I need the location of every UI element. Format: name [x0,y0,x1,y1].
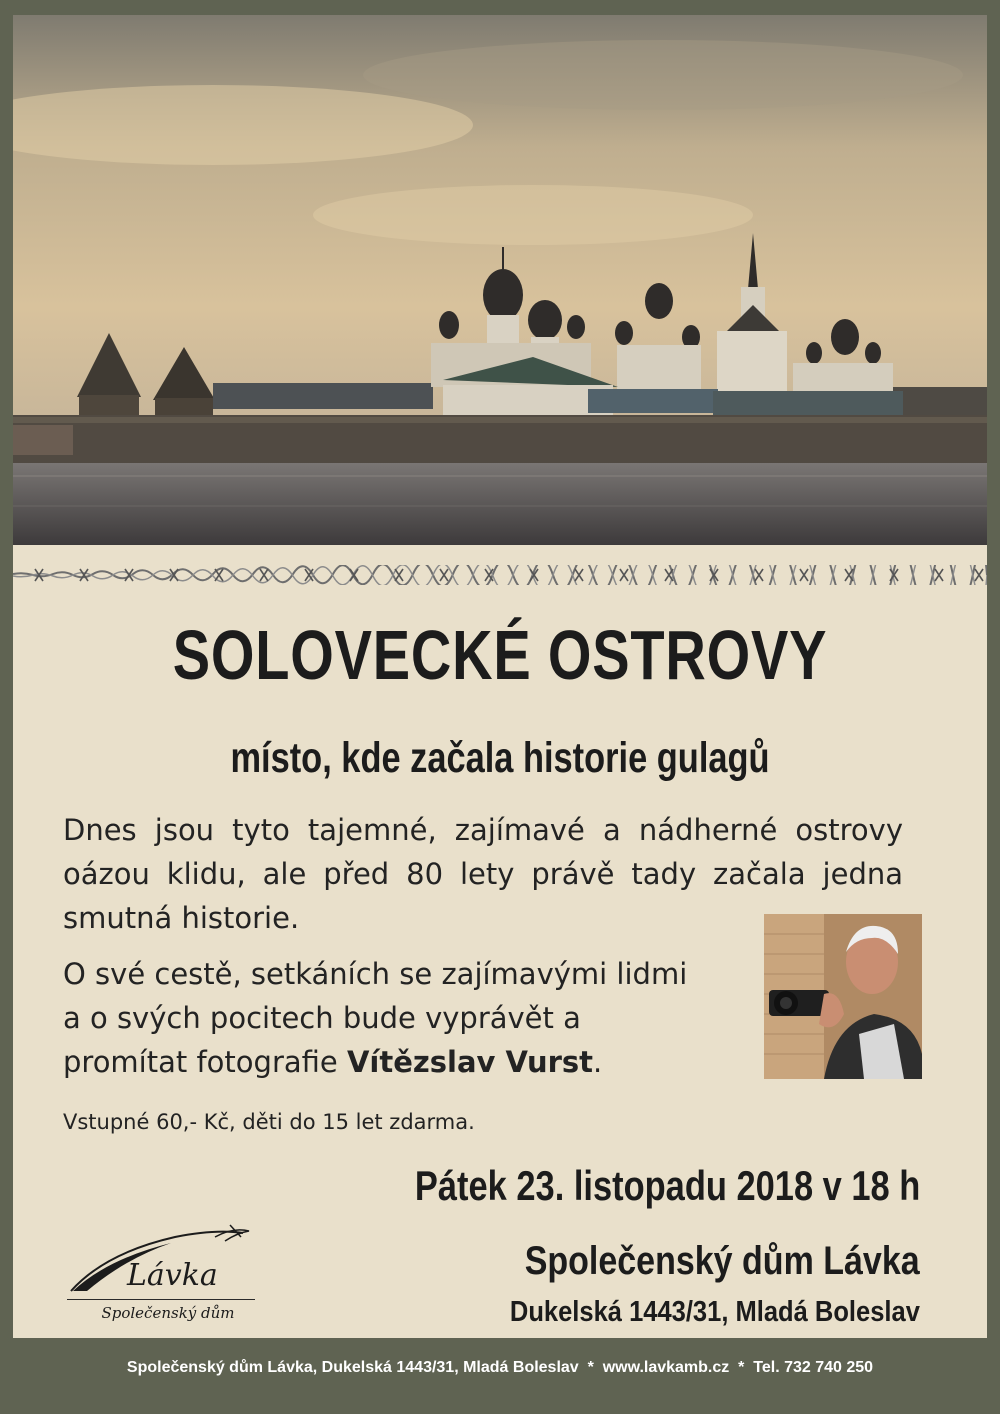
speaker-name: Vítězslav Vurst [346,1045,594,1079]
story-end: . [593,1045,603,1079]
venue-name: Společenský dům Lávka [525,1239,920,1283]
logo-divider [67,1299,255,1300]
venue-address: Dukelská 1443/31, Mladá Boleslav [510,1296,920,1328]
logo-name: Lávka [127,1258,218,1293]
story-text: O své cestě, setkáních se zajímavými lidmi a o svých pocitech bude vyprávět a promítat fotografie [63,957,688,1079]
admission-price: Vstupné 60,- Kč, děti do 15 let zdarma. [63,1110,475,1134]
poster [13,15,987,1338]
footer-contact: Společenský dům Lávka, Dukelská 1443/31, Mladá Boleslav * www.lavkamb.cz * Tel. 732 740 250 [126,1359,874,1376]
event-date: Pátek 23. listopadu 2018 v 18 h [414,1162,920,1209]
lavka-logo [65,1223,265,1333]
logo-tagline: Společenský dům [101,1304,235,1322]
intro-paragraph: Dnes jsou tyto tajemné, zajímavé a nádherné ostrovy oázou klidu, ale před 80 lety právě tady začala jedna smutná historie. [63,813,903,935]
monastery-photo [13,15,987,545]
story-paragraph [63,952,703,1084]
poster-subtitle: místo, kde začala historie gulagů [230,734,770,782]
speaker-photo [764,914,922,1079]
barbed-wire [13,565,987,585]
poster-title: SOLOVECKÉ OSTROVY [172,616,828,694]
